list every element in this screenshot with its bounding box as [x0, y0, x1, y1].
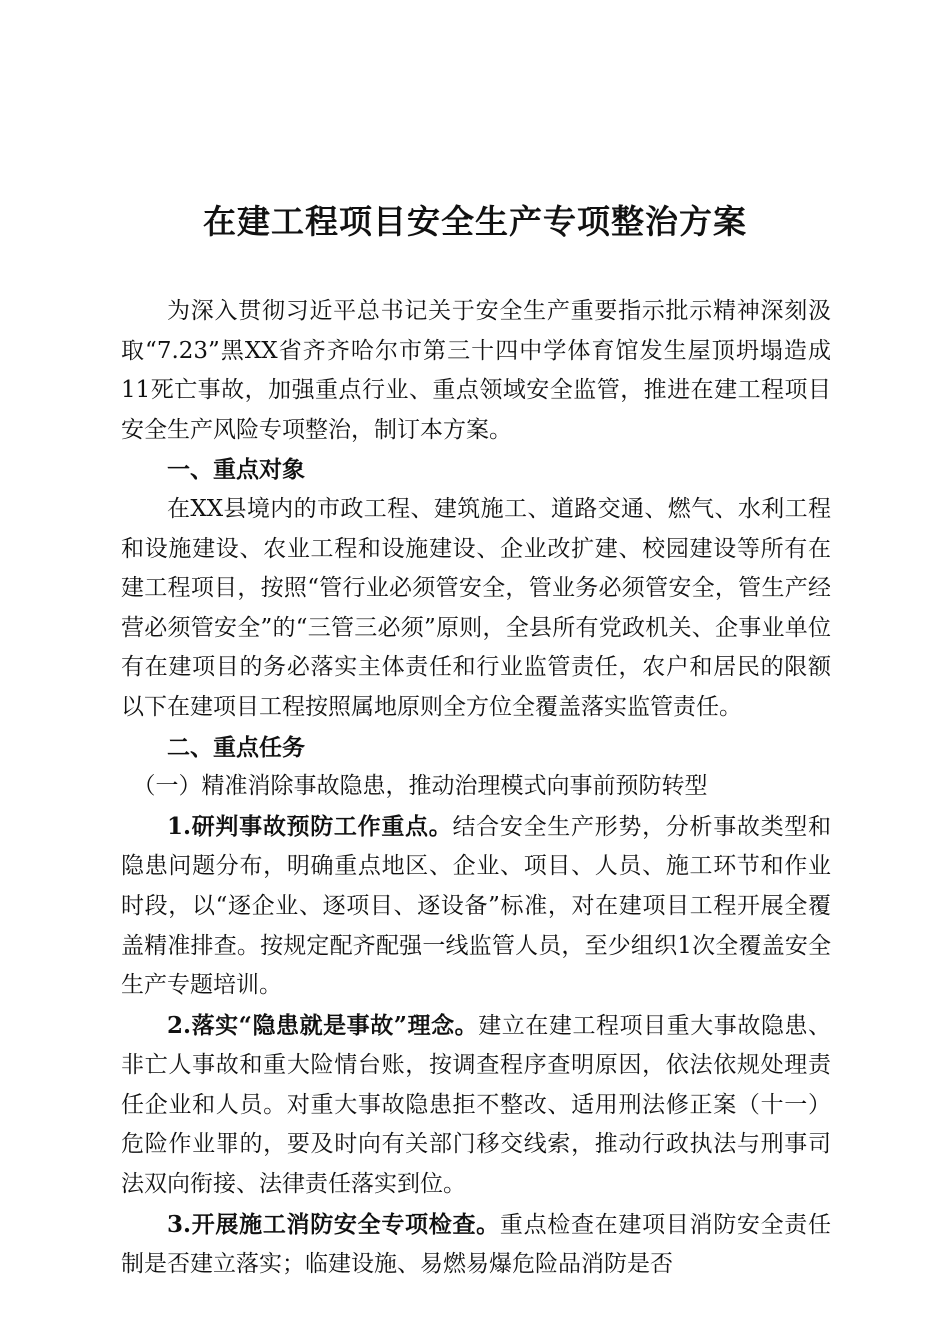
- task-item-1-lead: 1.研判事故预防工作重点。: [167, 812, 453, 840]
- document-title: 在建工程项目安全生产专项整治方案: [203, 202, 747, 241]
- task-item-1: [121, 807, 831, 1006]
- section-heading-key-targets: 一、重点对象: [167, 456, 305, 484]
- subsection-heading: （一）精准消除事故隐患，推动治理模式向事前预防转型: [132, 773, 708, 800]
- task-item-2: [121, 1006, 831, 1205]
- document-body: [121, 292, 831, 1285]
- section-paragraph-key-targets: 在XX县境内的市政工程、建筑施工、道路交通、燃气、水利工程和设施建设、农业工程和设施建设、企业改扩建、校园建设等所有在建工程项目，按照“管行业必须管安全，管业务必须管安全，管生产经营必须管安全”的“三管三必须”原则，全县所有党政机关、企事业单位有在建项目的务必落实主体责任和行业监管责任，农户和居民的限额以下在建项目工程按照属地原则全方位全覆盖落实监管责任。: [121, 495, 831, 720]
- section-heading-key-tasks: 二、重点任务: [167, 733, 305, 761]
- intro-paragraph: 为深入贯彻习近平总书记关于安全生产重要指示批示精神深刻汲取“7.23”黑XX省齐齐哈尔市第三十四中学体育馆发生屋顶坍塌造成11死亡事故，加强重点行业、重点领域安全监管，推进在建工程项目安全生产风险专项整治，制订本方案。: [121, 298, 831, 443]
- task-item-3-lead: 3.开展施工消防安全专项检查。: [167, 1210, 500, 1238]
- task-item-2-text: 建立在建工程项目重大事故隐患、非亡人事故和重大险情台账，按调查程序查明原因，依法依规处理责任企业和人员。对重大事故隐患拒不整改、适用刑法修正案（十一）危险作业罪的，要及时向有关部门移交线索，推动行政执法与刑事司法双向衔接、法律责任落实到位。: [121, 1012, 831, 1198]
- task-item-1-text: 结合安全生产形势，分析事故类型和隐患问题分布，明确重点地区、企业、项目、人员、施工环节和作业时段，以“逐企业、逐项目、逐设备”标准，对在建项目工程开展全覆盖精准排查。按规定配齐配强一线监管人员，至少组织1次全覆盖安全生产专题培训。: [121, 813, 831, 999]
- task-item-3-text: 重点检查在建项目消防安全责任制是否建立落实；临建设施、易燃易爆危险品消防是否: [121, 1211, 831, 1278]
- task-item-3: [121, 1205, 831, 1285]
- task-item-2-lead: 2.落实“隐患就是事故”理念。: [167, 1011, 479, 1039]
